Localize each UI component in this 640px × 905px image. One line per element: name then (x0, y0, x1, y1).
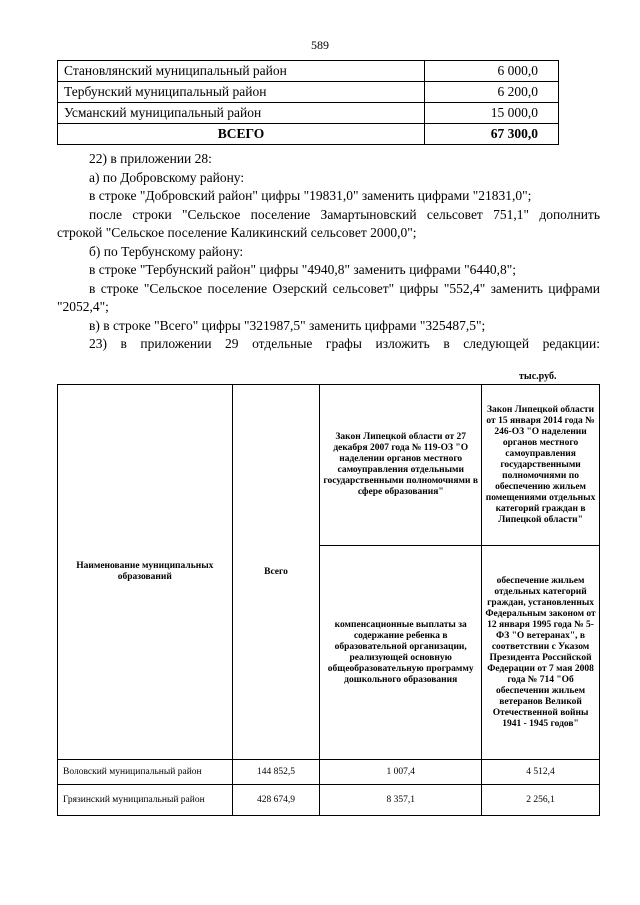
column-subheader-housing: обеспечение жильем отдельных категорий граждан, установленных Федеральным законом от 12 января 1995 года № 5-ФЗ "О ветеранах", в соответствии с Указом Президента Российской Федерации от 7 мая 2008 года № 714 "Об обеспечении жильем ветеранов Великой Отечественной войны 1941 - 1945 годов" (482, 546, 600, 760)
district-amount: 6 200,0 (425, 82, 559, 103)
table-row (58, 785, 600, 816)
column-header-name: Наименование муниципальных образований (58, 385, 233, 760)
amendment-text (57, 150, 600, 354)
paragraph: после строки "Сельское поселение Замартыновский сельсовет 751,1" дополнить строкой "Сельское поселение Каликинский сельсовет 2000,0"; (57, 206, 600, 240)
compensation-value: 8 357,1 (320, 785, 482, 816)
table-row (58, 61, 559, 82)
total-label: ВСЕГО (58, 124, 425, 145)
table-row (58, 103, 559, 124)
column-header-law-1: Закон Липецкой области от 27 декабря 2007 года № 119-ОЗ "О наделении органов местного самоуправления отдельными государственными полномочиями в сфере образования" (320, 385, 482, 546)
column-header-law-2: Закон Липецкой области от 15 января 2014 года № 246-ОЗ "О наделении органов местного самоуправления государственными полномочиями по обеспечению жильем помещениями отдельных категорий граждан в Липецкой области" (482, 385, 600, 546)
page-number: 589 (311, 38, 329, 52)
paragraph: в строке "Тербунский район" цифры "4940,8" заменить цифрами "6440,8"; (89, 262, 517, 277)
total-amount: 67 300,0 (425, 124, 559, 145)
column-subheader-compensation: компенсационные выплаты за содержание ребенка в образовательной организации, реализующей основную общеобразовательную программу дошкольного образования (320, 546, 482, 760)
paragraph: в строке "Добровский район" цифры "19831,0" заменить цифрами "21831,0"; (89, 188, 532, 203)
district-name: Усманский муниципальный район (58, 103, 425, 124)
district-amount: 6 000,0 (425, 61, 559, 82)
municipality-name: Грязинский муниципальный район (58, 785, 233, 816)
district-name: Становлянский муниципальный район (58, 61, 425, 82)
total-row (58, 124, 559, 145)
table-row (58, 82, 559, 103)
paragraph: а) по Добровскому району: (89, 169, 245, 185)
header-row (58, 385, 600, 546)
total-value: 144 852,5 (232, 760, 320, 785)
paragraph: в строке "Сельское поселение Озерский сельсовет" цифры "552,4" заменить цифрами "2052,4"; (57, 280, 600, 314)
paragraph: в) в строке "Всего" цифры "321987,5" заменить цифрами "325487,5"; (89, 317, 486, 333)
column-header-total: Всего (232, 385, 320, 760)
housing-value: 2 256,1 (482, 785, 600, 816)
appendix-29-table (57, 384, 600, 816)
housing-value: 4 512,4 (482, 760, 600, 785)
district-amount: 15 000,0 (425, 103, 559, 124)
paragraph: 23) в приложении 29 отдельные графы изложить в следующей редакции: (89, 336, 600, 351)
paragraph: 22) в приложении 28: (89, 151, 212, 166)
table-row (58, 760, 600, 785)
budget-summary-table (57, 60, 559, 145)
compensation-value: 1 007,4 (320, 760, 482, 785)
municipality-name: Воловский муниципальный район (58, 760, 233, 785)
total-value: 428 674,9 (232, 785, 320, 816)
paragraph: б) по Тербунскому району: (89, 243, 244, 259)
district-name: Тербунский муниципальный район (58, 82, 425, 103)
unit-label: тыс.руб. (519, 371, 557, 382)
